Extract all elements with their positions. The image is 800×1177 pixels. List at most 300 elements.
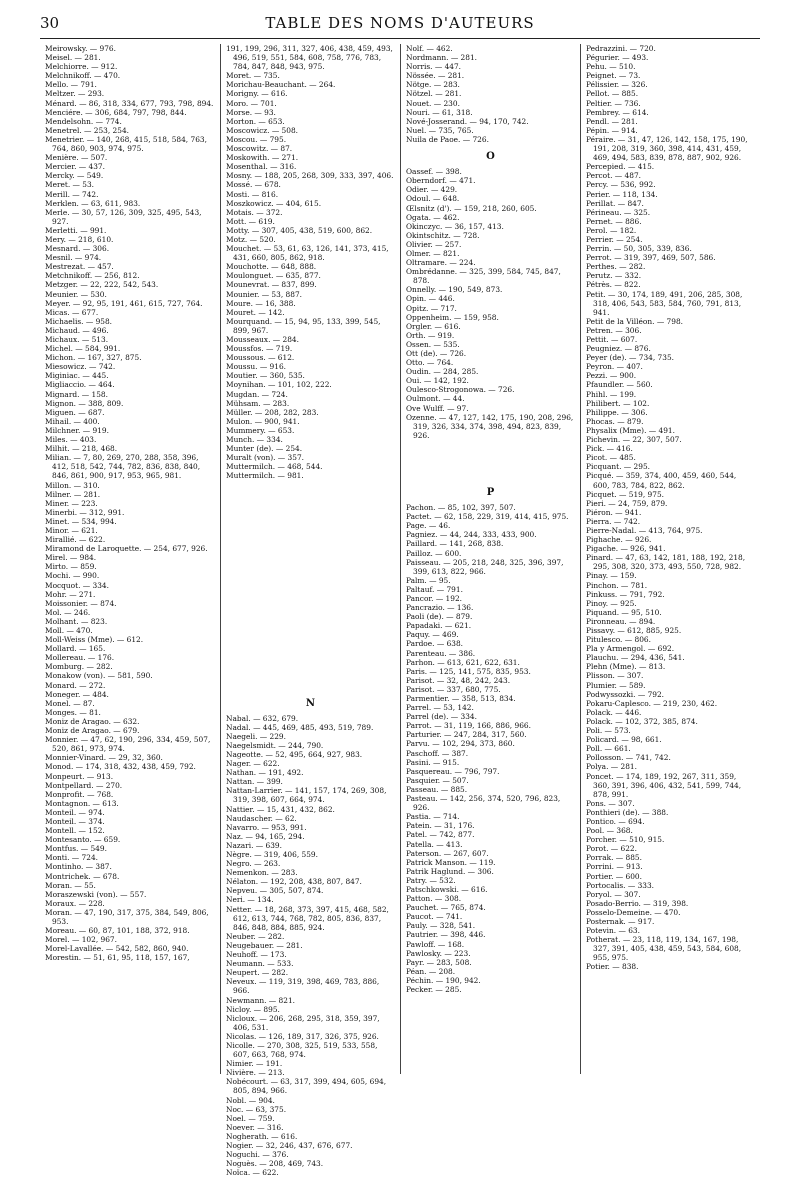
section-letter: P — [486, 486, 495, 498]
index-entry: Perillat. — 847. — [586, 198, 644, 208]
index-entry: Minor. — 621. — [45, 525, 98, 535]
index-entry: Milchner. — 919. — [45, 425, 109, 435]
index-entry: Peltier. — 736. — [586, 98, 641, 108]
index-entry: Plisson. — 307. — [586, 671, 644, 681]
index-columns — [40, 44, 760, 1177]
index-entry: Metchnikoff. — 256, 812. — [45, 271, 140, 281]
index-entry: Nordmann. — 281. — [406, 53, 478, 63]
index-entry: Peignet. — 73. — [586, 71, 641, 81]
index-entry: Perol. — 182. — [586, 225, 637, 235]
index-entry: Moure. — 16, 388. — [226, 298, 296, 308]
index-entry: Mouchotte. — 648, 888. — [226, 262, 317, 272]
index-entry: Nivière. — 213. — [226, 1068, 285, 1078]
index-entry: Pellot. — 885. — [586, 89, 639, 99]
index-entry: Morton. — 653. — [226, 116, 285, 126]
index-entry: Nouri. — 61, 318. — [406, 107, 473, 117]
index-entry: Pfaundler. — 560. — [586, 380, 653, 390]
index-entry: Pighache. — 926. — [586, 535, 652, 545]
index-entry: Paterson. — 267, 607. — [406, 848, 489, 858]
index-entry: Miguen. — 687. — [45, 407, 105, 417]
index-entry: Orgler. — 616. — [406, 321, 461, 331]
index-entry: Moran. — 47, 190, 317, 375, 384, 549, 806, 953. — [45, 907, 209, 926]
index-entry: Menetrier. — 140, 268, 415, 518, 584, 763, 764, 860, 903, 974, 975. — [45, 134, 207, 154]
index-entry: Norris. — 447. — [406, 62, 462, 72]
index-entry: Nazari. — 639. — [226, 840, 282, 850]
index-entry: Paillard. — 141, 268, 838. — [406, 539, 504, 549]
index-entry: Montesanto. — 659. — [45, 835, 121, 845]
index-entry: Pasquereau. — 796, 797. — [406, 766, 500, 776]
index-entry: Momburg. — 282. — [45, 662, 113, 672]
index-entry: Pigache. — 926, 941. — [586, 544, 666, 554]
index-entry: Nuel. — 735, 765. — [406, 125, 474, 135]
index-entry: Pernet. — 886. — [586, 216, 642, 226]
index-entry: Porcher. — 510, 915. — [586, 835, 665, 845]
index-entry: Porot. — 622. — [586, 844, 637, 854]
index-entry: Minerbi. — 312, 991. — [45, 507, 125, 517]
index-entry: Percot. — 487. — [586, 171, 641, 181]
index-entry: Melchiorre. — 912. — [45, 62, 118, 72]
index-entry: Munch. — 334. — [226, 435, 283, 445]
index-entry: Miramond de Laroquette. — 254, 677, 926. — [45, 544, 208, 554]
index-entry: Muttermilch. — 981. — [226, 471, 304, 481]
index-entry: Mugdan. — 724. — [226, 389, 288, 399]
index-entry: Moll. — 470. — [45, 626, 93, 635]
index-entry: Palm. — 95. — [406, 575, 451, 585]
index-entry: Moissonier. — 874. — [45, 598, 117, 608]
index-entry: Nègre. — 319, 406, 559. — [226, 850, 318, 859]
index-entry: Mirallié. — 622. — [45, 535, 106, 545]
index-entry: Phocas. — 879. — [586, 416, 644, 426]
index-entry: Morichau-Beauchant. — 264. — [226, 80, 336, 90]
index-entry: Meirowsky. — 976. — [45, 44, 116, 53]
index-entry: Pégurier. — 493. — [586, 53, 649, 63]
index-entry: Mery. — 218, 610. — [45, 234, 114, 244]
index-entry: Polya. — 281. — [586, 762, 637, 772]
index-entry: Moszkowicz. — 404, 615. — [226, 198, 322, 208]
index-entry: Moraszewski (von). — 557. — [45, 889, 147, 899]
index-entry: Pierre-Nadal. — 413, 764, 975. — [586, 525, 703, 535]
index-entry: Pasini. — 915. — [406, 757, 460, 767]
index-entry: Neuhoff. — 173. — [226, 950, 287, 960]
index-entry: Odoul. — 648. — [406, 194, 460, 204]
index-entry: Pierra. — 742. — [586, 516, 641, 526]
index-entry: Nové-Josserand. — 94, 170, 742. — [406, 116, 529, 126]
index-entry: Plauchu. — 294, 436, 541. — [586, 653, 685, 663]
index-entry: Melchnikoff. — 470. — [45, 71, 121, 81]
index-entry: Mello. — 791. — [45, 80, 97, 90]
index-entry: Mollereau. — 176. — [45, 653, 115, 663]
index-entry: Milner. — 281. — [45, 489, 101, 499]
index-entry: Merill. — 742. — [45, 189, 99, 199]
index-entry: Parrel. — 53, 142. — [406, 703, 474, 713]
index-entry: Pardoe. — 638. — [406, 639, 464, 649]
index-entry: Mossé. — 678. — [226, 180, 281, 190]
index-entry: Passeau. — 885. — [406, 784, 468, 794]
index-entry: Mohr. — 271. — [45, 589, 96, 599]
index-entry: Pick. — 416. — [586, 444, 633, 454]
index-entry: Opin. — 446. — [406, 294, 455, 304]
index-entry: Morigny. — 616. — [226, 89, 288, 99]
index-entry: Moscowitz. — 87. — [226, 144, 293, 154]
index-entry: Miesowicz. — 742. — [45, 362, 116, 372]
index-entry: Muralt (von). — 357. — [226, 453, 304, 463]
index-entry: Peugniez. — 876. — [586, 344, 651, 354]
index-entry: Péraire. — 31, 47, 126, 142, 158, 175, 190, 191, 208, 319, 360, 398, 414, 431, 459, 469, 494, 583, 839, 878, 887, 902, 926. — [586, 134, 748, 163]
index-entry: Monti. — 724. — [45, 853, 99, 863]
index-entry: Opitz. — 717. — [406, 303, 457, 313]
index-entry: Périneau. — 325. — [586, 207, 651, 217]
index-entry: Orth. — 919. — [406, 330, 455, 340]
index-entry: Pla y Armengol. — 692. — [586, 644, 675, 654]
index-entry: Montrichek. — 678. — [45, 871, 120, 881]
index-entry: Pedrazzini. — 720. — [586, 44, 656, 53]
column-gap — [406, 440, 575, 480]
index-entry: Millon. — 310. — [45, 480, 100, 490]
index-entry: Portocalis. — 333. — [586, 880, 655, 890]
index-entry: Merklen. — 63, 611, 983. — [45, 198, 141, 208]
index-entry: Monel. — 87. — [45, 698, 95, 708]
index-entry: Montagnon. — 613. — [45, 798, 119, 808]
index-entry: Pironneau. — 894. — [586, 616, 656, 626]
index-entry: Pawlosky. — 223. — [406, 948, 471, 958]
index-entry: Mocquot. — 334. — [45, 580, 109, 590]
index-entry: Porrak. — 885. — [586, 853, 642, 863]
index-entry: Posselo-Demeine. — 470. — [586, 907, 681, 917]
index-entry: Noguchi. — 376. — [226, 1150, 289, 1160]
page-header — [40, 14, 760, 36]
index-entry: Pettit. — 607. — [586, 335, 638, 344]
index-entry: Ombrédanne. — 325, 399, 584, 745, 847, 878. — [406, 267, 561, 286]
index-entry: Perier. — 118, 134. — [586, 189, 658, 199]
index-entry: Mestrezat. — 457. — [45, 262, 114, 272]
index-entry: Papadaki. — 621. — [406, 621, 472, 631]
index-entry: Nattan-Larrier. — 141, 157, 174, 269, 308, 319, 398, 607, 664, 974. — [226, 786, 387, 805]
index-entry: Petren. — 306. — [586, 325, 642, 335]
index-entry: Mosny. — 188, 205, 268, 309, 333, 397, 406. — [226, 171, 394, 181]
index-entry: Nager. — 622. — [226, 759, 280, 769]
index-entry: Potevin. — 63. — [586, 926, 640, 936]
index-entry: Oulmont. — 44. — [406, 394, 465, 404]
index-entry: Naz. — 94, 165, 294. — [226, 831, 305, 841]
index-entry: Parturier. — 247, 284, 317, 560. — [406, 730, 527, 740]
index-entry: Pélissier. — 326. — [586, 80, 648, 90]
index-entry: Pancrazio. — 136. — [406, 603, 474, 613]
index-entry: Nadal. — 445, 469, 485, 493, 519, 789. — [226, 722, 374, 732]
index-entry: Müller. — 208, 282, 283. — [226, 407, 319, 417]
index-entry: Ponthieri (de). — 388. — [586, 807, 669, 817]
index-entry: Pissavy. — 612, 885, 925. — [586, 626, 682, 635]
index-entry: Parrot. — 31, 119, 166, 886, 966. — [406, 721, 531, 731]
index-entry: Pétrès. — 822. — [586, 280, 641, 290]
index-entry: Nattan. — 399. — [226, 777, 283, 787]
index-entry: Meret. — 53. — [45, 180, 95, 190]
index-entry: Neupert. — 282. — [226, 968, 289, 978]
index-entry: Pépin. — 914. — [586, 125, 638, 135]
index-entry: Ossen. — 535. — [406, 339, 460, 349]
index-entry: Ove Wulff. — 97. — [406, 403, 469, 413]
index-entry: Moraux. — 228. — [45, 898, 105, 908]
index-entry: Pecker. — 285. — [406, 985, 462, 994]
index-entry: Philibert. — 102. — [586, 398, 650, 408]
index-entry: Moussfos. — 719. — [226, 344, 293, 354]
index-entry: Nouet. — 230. — [406, 98, 460, 108]
index-entry: Moulonguet. — 635, 877. — [226, 271, 321, 281]
index-entry: Mesnil. — 974. — [45, 253, 102, 263]
index-entry: Paoli (de). — 879. — [406, 612, 473, 622]
index-entry: Potier. — 838. — [586, 962, 639, 972]
index-entry: Meunier. — 530. — [45, 289, 107, 299]
index-entry: Piquand. — 95, 510. — [586, 607, 662, 617]
index-entry: Pastia. — 714. — [406, 812, 460, 822]
index-entry: Odier. — 429. — [406, 185, 458, 195]
index-entry: Pagniez. — 44, 244, 333, 433, 900. — [406, 530, 537, 540]
index-entry: Mirel. — 984. — [45, 553, 97, 563]
index-entry: Oppenheim. — 159, 958. — [406, 312, 499, 322]
index-entry: Patton. — 308. — [406, 894, 462, 904]
index-entry: Mol. — 246. — [45, 607, 91, 617]
index-entry: Monpeurt. — 913. — [45, 771, 114, 781]
index-entry: Page. — 46. — [406, 521, 451, 531]
index-entry: Moscowicz. — 508. — [226, 125, 299, 135]
index-entry: Motz. — 520. — [226, 234, 276, 244]
index-entry: Mosti. — 816. — [226, 189, 279, 199]
index-entry: Peyron. — 407. — [586, 362, 643, 372]
index-entry: Naegelsmidt. — 244, 790. — [226, 740, 324, 750]
index-entry: Parisot. — 32, 48, 242, 243. — [406, 675, 511, 685]
index-entry: Paucot. — 741. — [406, 912, 463, 922]
index-entry: Moscou. — 795. — [226, 134, 287, 144]
index-entry: Miles. — 403. — [45, 435, 97, 445]
index-entry: Newmann. — 821. — [226, 995, 295, 1005]
index-entry: Pachon. — 85, 102, 397, 507. — [406, 503, 516, 513]
index-entry: Oui. — 142, 192. — [406, 376, 469, 386]
index-entry: Oberndorf. — 471. — [406, 176, 476, 186]
column-2 — [220, 44, 400, 1177]
index-entry: Olmer. — 821. — [406, 248, 460, 258]
index-entry: Morel. — 102, 967. — [45, 935, 117, 945]
index-entry: Nathan. — 191, 492. — [226, 768, 304, 778]
index-entry: Patrick Manson. — 119. — [406, 857, 496, 867]
index-entry: Monteil. — 974. — [45, 807, 105, 817]
index-entry: Patschkowski. — 616. — [406, 884, 488, 894]
index-entry: Nogier. — 32, 246, 437, 676, 677. — [226, 1141, 353, 1150]
index-entry: Nobl. — 904. — [226, 1095, 275, 1105]
index-entry: Pehu. — 510. — [586, 62, 636, 72]
index-entry: Picquant. — 295. — [586, 462, 650, 472]
index-entry: Piéron. — 941. — [586, 507, 642, 517]
index-entry: Moutier. — 360, 535. — [226, 371, 305, 381]
index-entry: Mourquand. — 15, 94, 95, 133, 399, 545, 899, 967. — [226, 316, 381, 335]
index-entry: Oassef. — 398. — [406, 167, 462, 177]
index-entry: Monod. — 174, 318, 432, 438, 459, 792. — [45, 762, 196, 772]
index-entry: Nimier. — 191. — [226, 1059, 283, 1069]
index-entry: Neumann. — 533. — [226, 959, 294, 969]
index-entry: Oulesco-Strogonowa. — 726. — [406, 385, 515, 395]
index-entry: Onnelly. — 190, 549, 873. — [406, 285, 503, 295]
index-entry: Merletti. — 991. — [45, 225, 107, 235]
index-entry: Poli. — 573. — [586, 726, 631, 736]
index-entry: Pezzi. — 900. — [586, 371, 637, 381]
index-entry: Neuber. — 282. — [226, 931, 285, 941]
index-entry: Naudascher. — 62. — [226, 813, 297, 823]
index-entry: Motais. — 372. — [226, 207, 283, 217]
index-entry: Nattier. — 15, 431, 432, 862. — [226, 804, 335, 814]
index-entry: Paris. — 125, 141, 575, 835, 953. — [406, 666, 531, 676]
index-entry: Nicloy. — 895. — [226, 1004, 280, 1014]
index-entry: Mosenthal. — 316. — [226, 162, 297, 172]
index-entry: Monnier-Vinard. — 29, 32, 360. — [45, 753, 163, 763]
index-entry: Monakow (von). — 581, 590. — [45, 671, 153, 681]
index-entry: Nötzel. — 281. — [406, 89, 462, 99]
column-1 — [40, 44, 220, 1074]
index-entry: Perutz. — 332. — [586, 271, 642, 281]
index-entry: Pautrier. — 398, 446. — [406, 930, 486, 940]
index-entry: Pailloz. — 600. — [406, 548, 462, 558]
index-entry: Nössée. — 281. — [406, 71, 465, 81]
index-entry: Migliaccio. — 464. — [45, 380, 115, 390]
index-entry: Motty. — 307, 405, 438, 519, 600, 862. — [226, 225, 373, 235]
index-entry: Mühsam. — 283. — [226, 398, 290, 408]
index-entry: Morse. — 93. — [226, 107, 276, 117]
index-entry: Policard. — 98, 661. — [586, 735, 662, 745]
index-entry: Physalix (Mme). — 491. — [586, 425, 675, 435]
index-entry: Miginiac. — 445. — [45, 371, 109, 381]
index-entry: Philippe. — 306. — [586, 407, 648, 417]
index-entry: Nötge. — 283. — [406, 80, 460, 90]
index-entry: Moreau. — 60, 87, 101, 188, 372, 918. — [45, 926, 190, 936]
section-letter: O — [486, 151, 495, 163]
index-entry: Parrel (de). — 334. — [406, 712, 477, 722]
index-entry: Nélaton. — 192, 208, 438, 807, 847. — [226, 877, 362, 887]
index-entry: Moret. — 735. — [226, 71, 280, 81]
index-entry: Perrot. — 319, 397, 469, 507, 586. — [586, 253, 716, 263]
index-entry: Menetrel. — 253, 254. — [45, 125, 130, 135]
index-entry: Poryol. — 307. — [586, 889, 641, 899]
index-entry: Neri. — 134. — [226, 895, 274, 905]
index-entry: Nogherath. — 616. — [226, 1131, 298, 1141]
index-entry: Monprofit. — 768. — [45, 789, 114, 799]
index-entry: Pasquier. — 507. — [406, 775, 469, 785]
index-entry: Noever. — 316. — [226, 1122, 284, 1132]
index-entry: Pool. — 368. — [586, 826, 633, 836]
index-entry: Mihail. — 400. — [45, 416, 100, 426]
index-entry: Posternak. — 917. — [586, 917, 655, 926]
index-entry: Menciére. — 306, 684, 797, 798, 844. — [45, 107, 187, 117]
index-entry: Mignon. — 388, 809. — [45, 398, 124, 408]
index-entry: Metzger. — 22, 222, 542, 543. — [45, 280, 159, 290]
index-entry: 191, 199, 296, 311, 327, 406, 438, 459, 493, 496, 519, 551, 584, 608, 758, 776, 783, 784, 847, 848, 943, 975. — [226, 44, 393, 72]
index-entry: Moran. — 55. — [45, 880, 96, 890]
index-entry: Perthes. — 282. — [586, 262, 646, 272]
index-entry: Percy. — 536, 992. — [586, 180, 656, 190]
index-entry: Perrin. — 50, 305, 339, 836. — [586, 244, 692, 254]
index-entry: Poncet. — 174, 189, 192, 267, 311, 359, 360, 391, 396, 406, 432, 541, 599, 744, 878, 991. — [586, 771, 742, 799]
index-entry: Nepveu. — 305, 507, 874. — [226, 886, 324, 896]
index-entry: Œlsnitz (d'). — 159, 218, 260, 605. — [406, 203, 537, 213]
index-entry: Pasteau. — 142, 256, 374, 520, 796, 823, 926. — [406, 794, 561, 813]
index-entry: Negro. — 263. — [226, 859, 281, 869]
index-entry: Naegeli. — 229. — [226, 731, 286, 741]
index-entry: Plehn (Mme). — 813. — [586, 662, 666, 672]
index-entry: Mummery. — 653. — [226, 425, 295, 435]
index-entry: Moro. — 701. — [226, 98, 277, 108]
index-entry: Ott (de). — 726. — [406, 349, 467, 358]
index-entry: Pontico. — 694. — [586, 816, 645, 826]
index-entry: Petit. — 30, 174, 189, 491, 206, 285, 308, 318, 406, 543, 583, 584, 760, 791, 813, 941. — [586, 289, 743, 317]
index-entry: Petit de la Villéon. — 798. — [586, 316, 684, 326]
index-entry: Moniz de Aragao. — 632. — [45, 716, 140, 726]
page-title: TABLE DES NOMS D'AUTEURS — [265, 14, 535, 32]
column-4 — [580, 44, 760, 1074]
index-entry: Nicolle. — 270, 308, 325, 519, 533, 558, 607, 663, 768, 974. — [226, 1040, 378, 1060]
index-entry: Mousseaux. — 284. — [226, 335, 299, 344]
index-entry: Mochi. — 990. — [45, 571, 100, 581]
index-entry: Minet. — 534, 994. — [45, 516, 117, 526]
index-entry: Ozenne. — 47, 127, 142, 175, 190, 208, 296, 319, 326, 334, 374, 398, 494, 823, 839, 926. — [406, 412, 574, 440]
index-entry: Netter. — 18, 268, 373, 397, 415, 468, 582, 612, 613, 744, 768, 782, 805, 836, 837, 846, 848, 884, 885, 924. — [226, 904, 389, 932]
index-entry: Mendelsohn. — 774. — [45, 116, 122, 126]
section-letter: N — [305, 697, 316, 709]
index-entry: Paschoff. — 387. — [406, 748, 469, 758]
index-entry: Pollosson. — 741, 742. — [586, 753, 671, 763]
index-entry: Moniz de Aragao. — 679. — [45, 726, 140, 736]
index-entry: Oudin. — 284, 285. — [406, 367, 479, 377]
index-entry: Portier. — 600. — [586, 871, 642, 881]
index-entry: Noïca. — 622. — [226, 1168, 279, 1177]
index-entry: Percepied. — 415. — [586, 162, 655, 172]
index-entry: Plumier. — 589. — [586, 680, 646, 690]
index-entry: Meyer. — 92, 95, 191, 461, 615, 727, 764. — [45, 298, 203, 308]
index-entry: Picqué. — 359, 374, 400, 459, 460, 544, 600, 783, 784, 822, 862. — [586, 471, 737, 490]
index-entry: Polack. — 102, 372, 385, 874. — [586, 716, 698, 726]
index-entry: Mouchet. — 53, 61, 63, 126, 141, 373, 415, 431, 660, 805, 862, 918. — [226, 244, 389, 263]
index-entry: Olivier. — 257. — [406, 239, 462, 249]
index-entry: Micas. — 677. — [45, 307, 99, 317]
index-entry: Moussu. — 916. — [226, 362, 287, 372]
index-entry: Pendl. — 281. — [586, 116, 638, 126]
index-entry: Okintschitz. — 728. — [406, 230, 480, 240]
index-entry: Mesnard. — 306. — [45, 244, 110, 254]
index-entry: Michaelis. — 958. — [45, 316, 113, 326]
index-entry: Navarro. — 953, 991. — [226, 822, 307, 832]
index-entry: Pancor. — 192. — [406, 593, 463, 603]
index-entry: Mirto. — 859. — [45, 562, 97, 572]
index-entry: Nobécourt. — 63, 317, 399, 494, 605, 694, 805, 894, 966. — [226, 1077, 387, 1096]
index-entry: Péchin. — 190, 942. — [406, 975, 481, 985]
index-entry: Mulon. — 900, 941. — [226, 416, 300, 426]
header-rule — [40, 38, 760, 39]
index-entry: Paisseau. — 205, 218, 248, 325, 396, 397, 399, 613, 822, 966. — [406, 557, 564, 576]
index-entry: Parisot. — 337, 680, 775. — [406, 684, 501, 694]
index-entry: Ogata. — 462. — [406, 212, 460, 222]
index-entry: Pitulesco. — 806. — [586, 635, 651, 645]
index-entry: Oltramare. — 224. — [406, 258, 476, 268]
index-entry: Podwyssozki. — 792. — [586, 689, 665, 699]
index-entry: Munter (de). — 254. — [226, 444, 303, 454]
column-3 — [400, 44, 580, 1074]
index-entry: Montinho. — 387. — [45, 862, 112, 872]
index-entry: Mercier. — 437. — [45, 162, 105, 172]
index-entry: Nabal. — 632, 679. — [226, 713, 299, 723]
index-entry: Moneger. — 484. — [45, 689, 109, 699]
index-entry: Nicolas. — 126, 189, 317, 326, 375, 926. — [226, 1031, 379, 1041]
index-entry: Milian. — 7, 80, 269, 270, 288, 358, 396, 412, 518, 542, 744, 782, 836, 838, 840, 846, 861, 900, 917, 953, 965, 981. — [45, 453, 201, 481]
index-entry: Pons. — 307. — [586, 798, 635, 808]
index-entry: Michaud. — 496. — [45, 325, 109, 335]
index-entry: Pactet. — 62, 158, 229, 319, 414, 415, 975. — [406, 512, 569, 522]
index-entry: Mounier. — 53, 887. — [226, 289, 302, 299]
index-entry: Meltzer. — 293. — [45, 89, 105, 99]
